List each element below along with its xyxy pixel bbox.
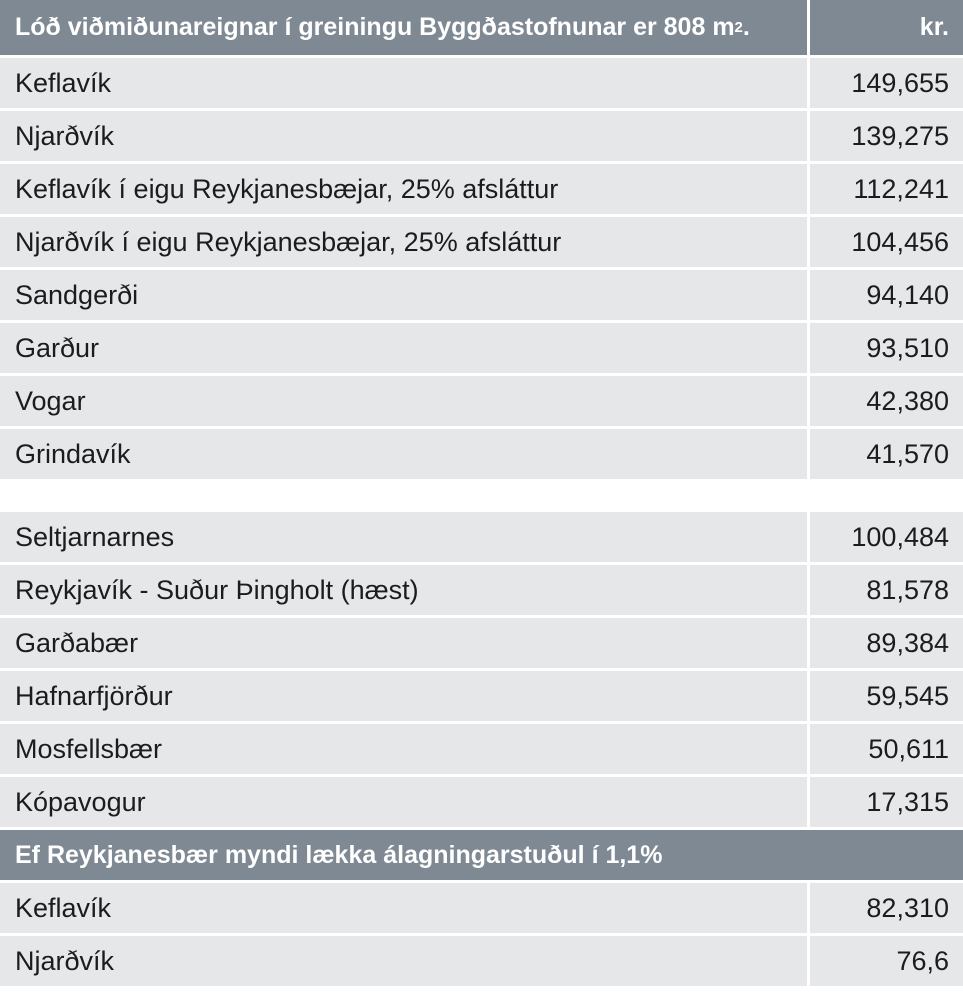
header-title: Lóð viðmiðunareignar í greiningu Byggðastofnunar er 808 m 2 . (0, 0, 810, 58)
row-name: Sandgerði (0, 270, 810, 323)
table-row (0, 565, 963, 618)
table-row (0, 376, 963, 429)
row-value: 89,384 (810, 618, 963, 671)
row-value: 94,140 (810, 270, 963, 323)
table-row (0, 270, 963, 323)
row-value: 17,315 (810, 777, 963, 830)
row-name: Njarðvík (0, 936, 810, 989)
row-value: 82,310 (810, 883, 963, 936)
row-value: 50,611 (810, 724, 963, 777)
row-name: Hafnarfjörður (0, 671, 810, 724)
row-value: 112,241 (810, 164, 963, 217)
row-value: 81,578 (810, 565, 963, 618)
header-title-main: Lóð viðmiðunareignar í greiningu Byggðastofnunar er 808 m (15, 13, 735, 41)
row-name: Grindavík (0, 429, 810, 482)
header-title-end: . (742, 13, 750, 41)
table-row (0, 323, 963, 376)
row-name: Vogar (0, 376, 810, 429)
table-row (0, 618, 963, 671)
row-name: Reykjavík - Suður Þingholt (hæst) (0, 565, 810, 618)
row-value: 76,6 (810, 936, 963, 989)
table-row (0, 58, 963, 111)
table-row (0, 512, 963, 565)
row-name: Keflavík (0, 58, 810, 111)
table-row (0, 217, 963, 270)
table-row (0, 936, 963, 989)
subheader-title: Ef Reykjanesbær myndi lækka álagningarstuðul í 1,1% (0, 830, 963, 883)
table-row (0, 111, 963, 164)
row-value: 139,275 (810, 111, 963, 164)
table-row (0, 429, 963, 482)
table-header-row (0, 0, 963, 58)
row-name: Garðabær (0, 618, 810, 671)
row-value: 41,570 (810, 429, 963, 482)
row-value: 100,484 (810, 512, 963, 565)
table-row (0, 671, 963, 724)
row-value: 104,456 (810, 217, 963, 270)
table-row (0, 883, 963, 936)
row-value: 93,510 (810, 323, 963, 376)
group-spacer (0, 482, 963, 512)
row-name: Njarðvík í eigu Reykjanesbæjar, 25% afsláttur (0, 217, 810, 270)
table-row (0, 164, 963, 217)
row-value: 42,380 (810, 376, 963, 429)
row-name: Kópavogur (0, 777, 810, 830)
row-name: Keflavík (0, 883, 810, 936)
row-name: Keflavík í eigu Reykjanesbæjar, 25% afsláttur (0, 164, 810, 217)
row-name: Seltjarnarnes (0, 512, 810, 565)
section-subheader-row (0, 830, 963, 883)
header-unit: kr. (810, 0, 963, 58)
row-name: Njarðvík (0, 111, 810, 164)
table-row (0, 724, 963, 777)
table-row (0, 777, 963, 830)
row-name: Mosfellsbær (0, 724, 810, 777)
row-value: 59,545 (810, 671, 963, 724)
row-value: 149,655 (810, 58, 963, 111)
row-name: Garður (0, 323, 810, 376)
